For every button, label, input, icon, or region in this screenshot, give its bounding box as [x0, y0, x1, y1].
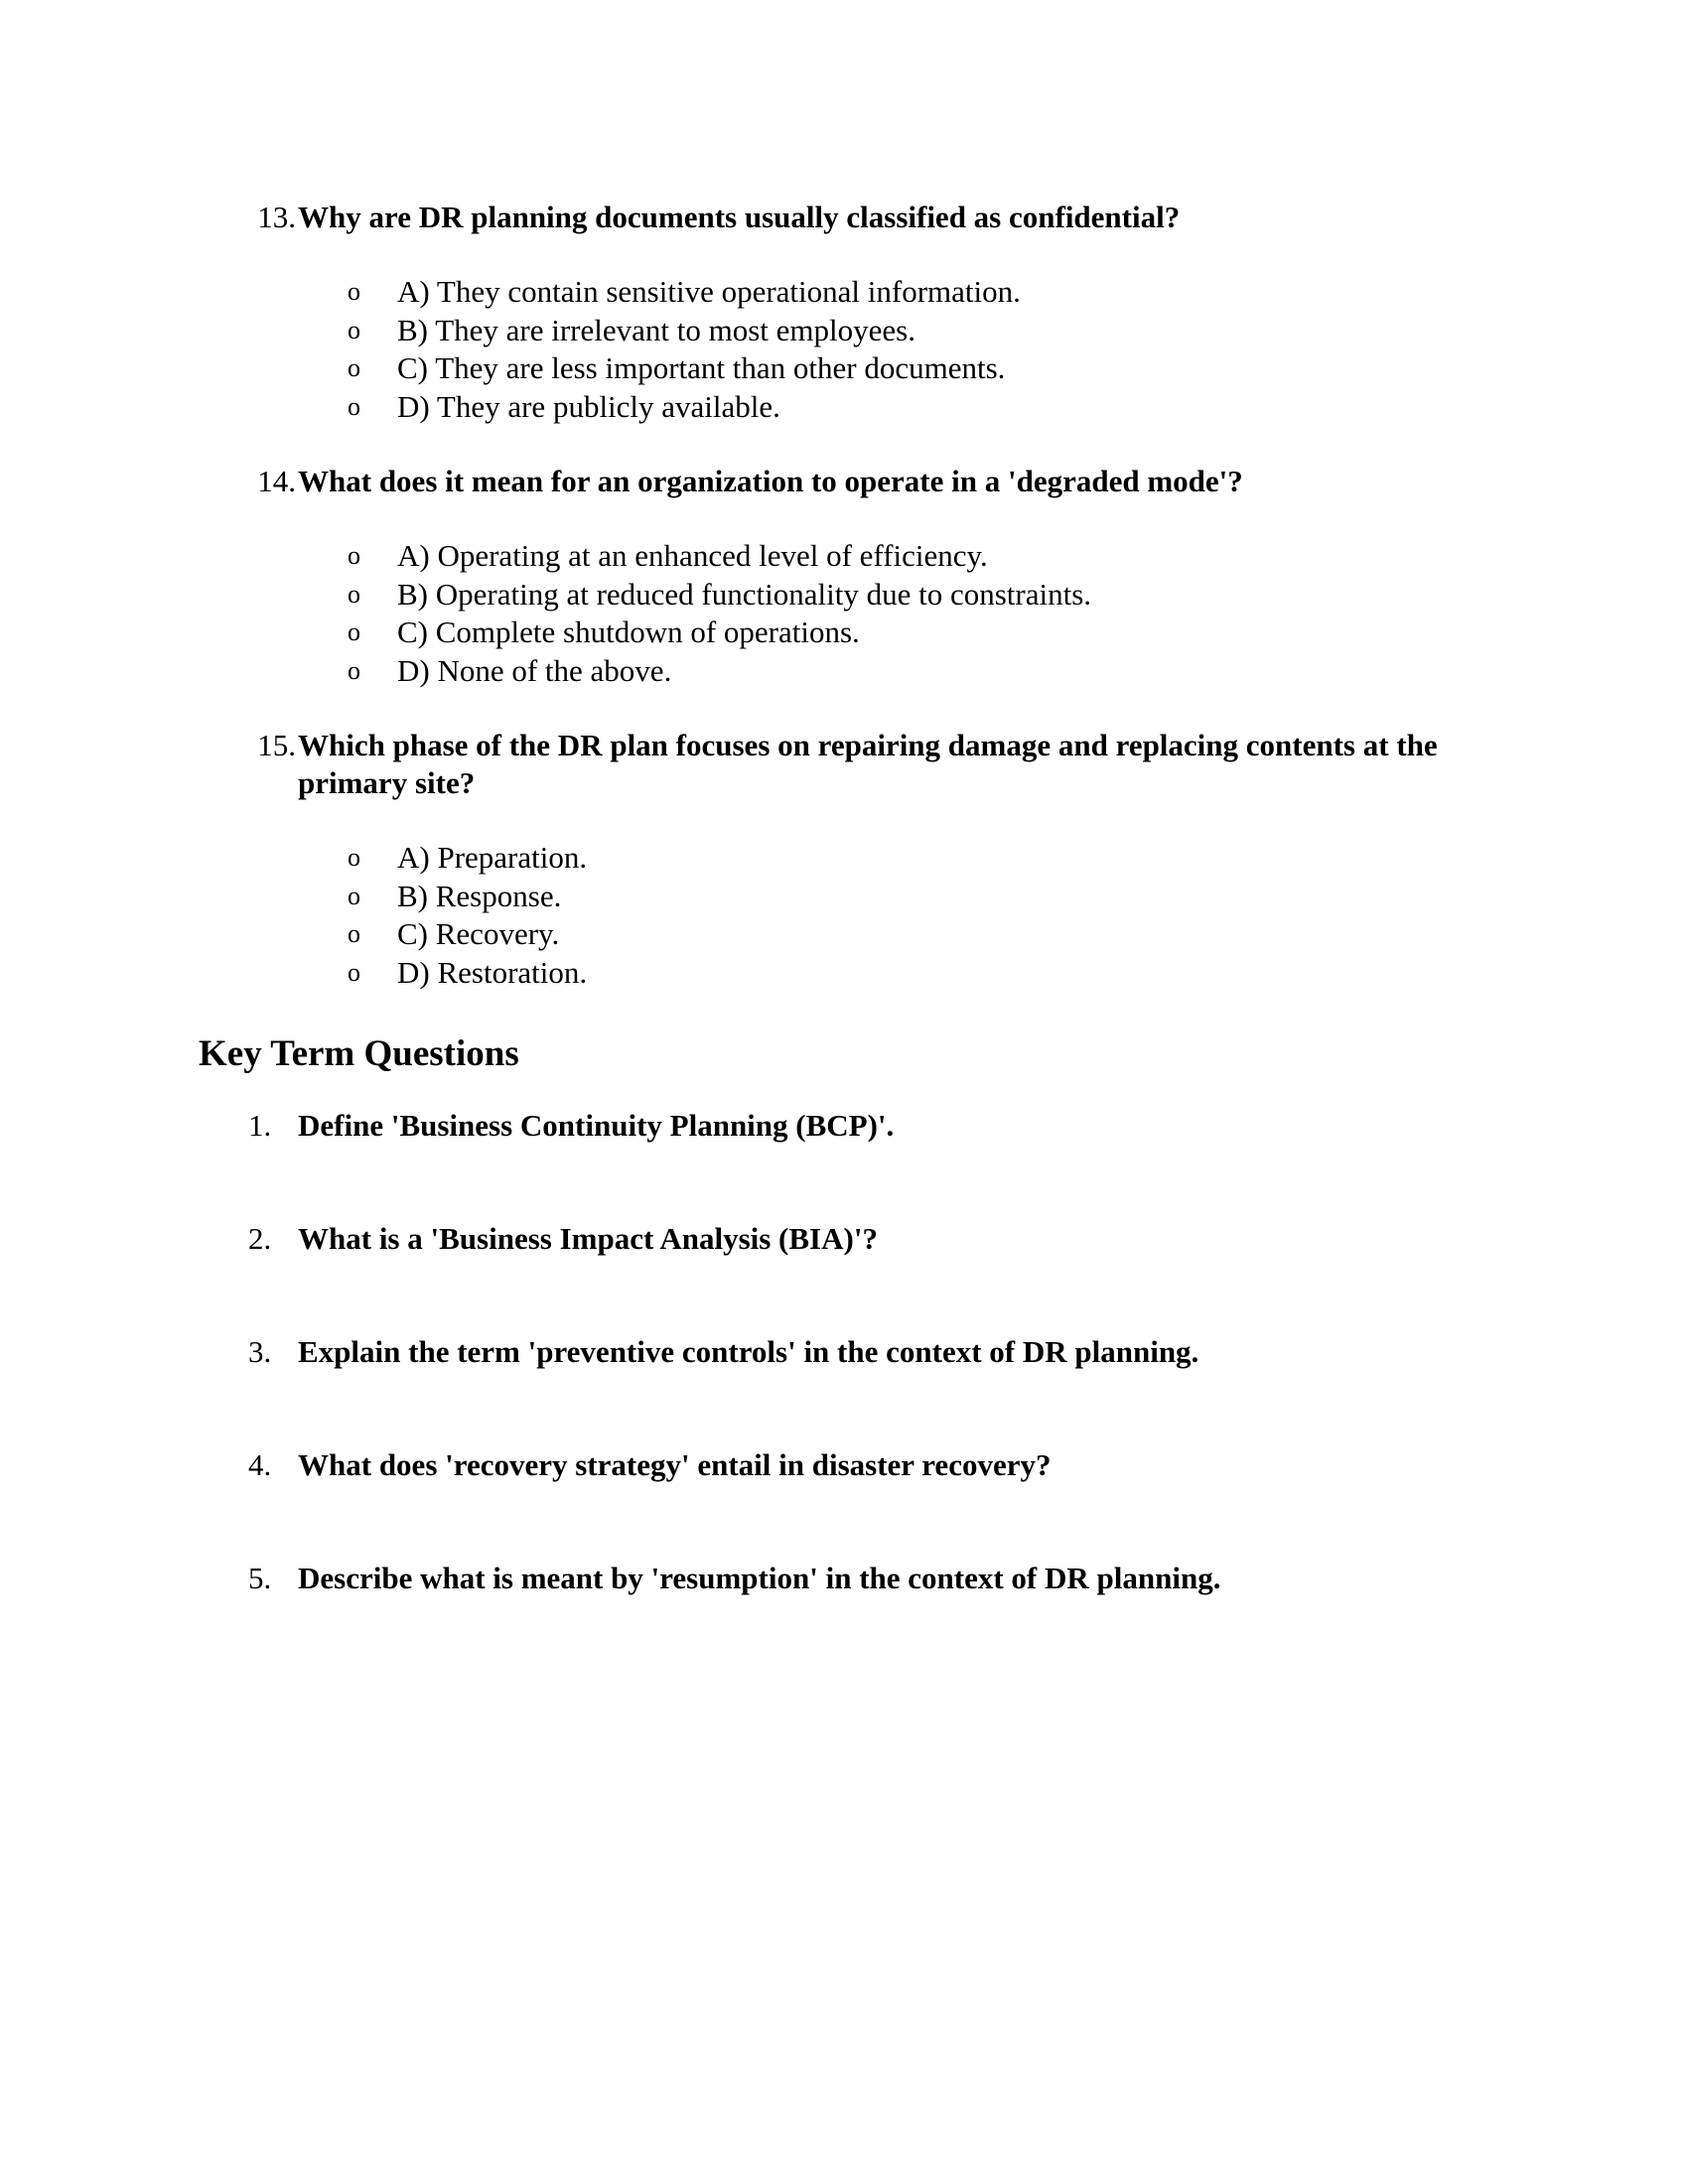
bullet-icon: o	[348, 353, 360, 382]
option-d: o D) None of the above.	[348, 652, 1091, 691]
question-number: 2.	[248, 1221, 272, 1256]
option-a: o A) Preparation.	[348, 839, 587, 878]
key-term-question-2	[248, 1220, 1489, 1258]
options-list-14	[348, 537, 1091, 690]
option-b: o B) Response.	[348, 878, 587, 916]
question-text: Why are DR planning documents usually classified as confidential?	[298, 200, 1181, 234]
bullet-icon: o	[348, 843, 360, 872]
option-d: o D) They are publicly available.	[348, 388, 1021, 427]
bullet-icon: o	[348, 391, 360, 421]
bullet-icon: o	[348, 315, 360, 344]
option-d: o D) Restoration.	[348, 954, 587, 993]
question-14	[248, 463, 1489, 500]
key-term-question-3	[248, 1333, 1489, 1371]
bullet-icon: o	[348, 541, 360, 570]
section-heading-key-terms: Key Term Questions	[199, 1033, 519, 1074]
question-text: Describe what is meant by 'resumption' in the context of DR planning.	[298, 1561, 1221, 1595]
question-text: What does 'recovery strategy' entail in disaster recovery?	[298, 1447, 1052, 1482]
options-list-13	[348, 273, 1021, 426]
question-number: 13.	[257, 200, 296, 234]
bullet-icon: o	[348, 919, 360, 948]
question-number: 3.	[248, 1334, 272, 1369]
question-number: 4.	[248, 1447, 272, 1482]
bullet-icon: o	[348, 881, 360, 910]
question-number: 15.	[257, 728, 296, 762]
question-text: Explain the term 'preventive controls' in the context of DR planning.	[298, 1334, 1199, 1369]
question-number: 1.	[248, 1108, 272, 1143]
question-15	[248, 727, 1489, 802]
question-text: What is a 'Business Impact Analysis (BIA)'?	[298, 1221, 878, 1256]
question-13	[248, 199, 1489, 236]
key-term-question-1	[248, 1107, 1489, 1145]
option-a: o A) Operating at an enhanced level of efficiency.	[348, 537, 1091, 576]
option-b: o B) Operating at reduced functionality due to constraints.	[348, 576, 1091, 614]
option-c: o C) Recovery.	[348, 915, 587, 954]
bullet-icon: o	[348, 655, 360, 685]
key-term-question-4	[248, 1446, 1489, 1484]
question-number: 5.	[248, 1561, 272, 1595]
question-number: 14.	[257, 464, 296, 498]
option-b: o B) They are irrelevant to most employees.	[348, 312, 1021, 350]
question-text: Which phase of the DR plan focuses on repairing damage and replacing contents at the primary site?	[298, 728, 1438, 800]
key-term-question-5	[248, 1560, 1489, 1597]
bullet-icon: o	[348, 617, 360, 646]
bullet-icon: o	[348, 579, 360, 609]
option-c: o C) Complete shutdown of operations.	[348, 614, 1091, 652]
option-c: o C) They are less important than other documents.	[348, 349, 1021, 388]
bullet-icon: o	[348, 277, 360, 306]
question-text: Define 'Business Continuity Planning (BCP)'.	[298, 1108, 895, 1143]
options-list-15	[348, 839, 587, 992]
option-a: o A) They contain sensitive operational information.	[348, 273, 1021, 312]
question-text: What does it mean for an organization to operate in a 'degraded mode'?	[298, 464, 1243, 498]
bullet-icon: o	[348, 957, 360, 987]
